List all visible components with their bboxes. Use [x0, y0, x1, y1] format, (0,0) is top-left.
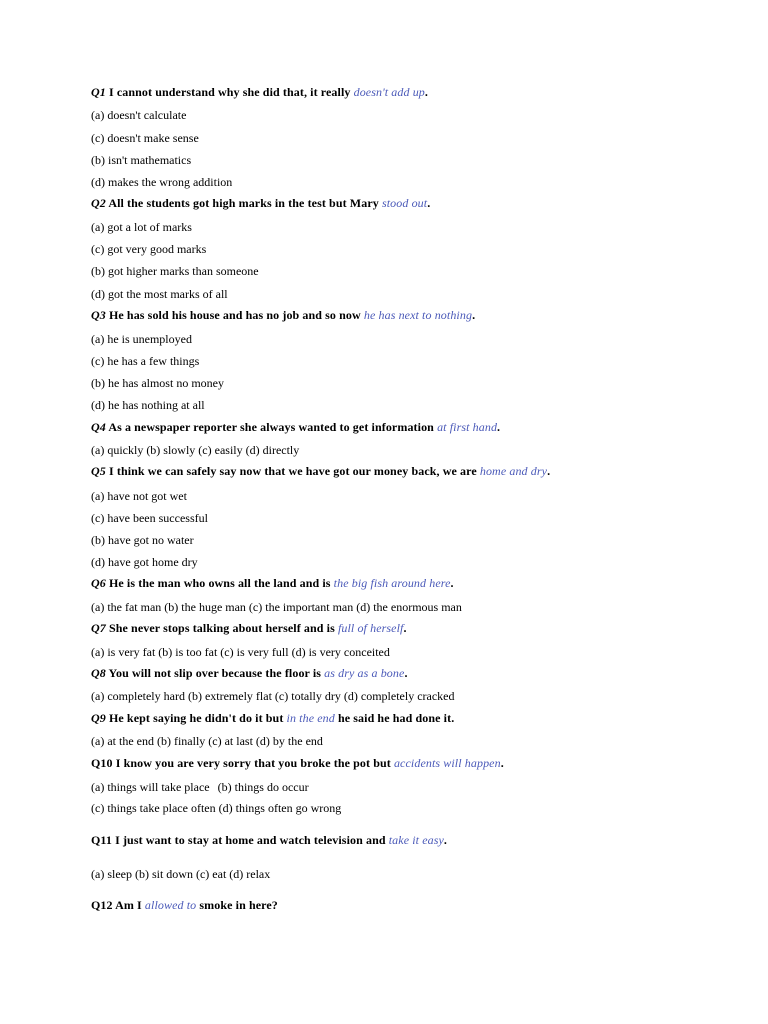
idiom-phrase: take it easy: [388, 833, 444, 847]
question-number: Q12: [91, 898, 113, 912]
question-text: As a newspaper reporter she always wanted to get information: [105, 420, 438, 434]
question-line: [91, 420, 500, 434]
question-line: [91, 621, 407, 635]
option-text: (c) he has a few things: [91, 354, 200, 368]
option-line: [91, 801, 341, 815]
option-line: [91, 867, 270, 881]
idiom-phrase: allowed to: [144, 898, 197, 912]
option-text: (a) have not got wet: [91, 489, 187, 503]
idiom-phrase: accidents will happen: [393, 756, 501, 770]
option-line: [91, 108, 186, 122]
option-text: (b) isn't mathematics: [91, 153, 192, 167]
option-line: [91, 287, 228, 301]
question-line: [91, 308, 475, 322]
question-line: [91, 711, 454, 725]
question-text: All the students got high marks in the test but Mary: [105, 196, 382, 210]
option-line: [91, 175, 232, 189]
option-text: (a) sleep (b) sit down (c) eat (d) relax: [91, 867, 271, 881]
idiom-phrase: full of herself: [337, 621, 404, 635]
option-text: (b) have got no water: [91, 533, 194, 547]
option-line: [91, 264, 259, 278]
idiom-phrase: as dry as a bone: [324, 666, 405, 680]
idiom-phrase: stood out: [381, 196, 428, 210]
option-line: [91, 220, 192, 234]
question-end: .: [450, 576, 454, 590]
option-text: (b) things do occur: [217, 780, 309, 794]
option-line: [91, 354, 199, 368]
question-number: Q4: [91, 420, 106, 434]
question-text: I think we can safely say now that we have got our money back, we are: [105, 464, 480, 478]
question-end: .: [500, 756, 504, 770]
option-text: (a) quickly (b) slowly (c) easily (d) directly: [91, 443, 300, 457]
question-number: Q5: [91, 464, 106, 478]
option-line: [91, 332, 192, 346]
idiom-phrase: at first hand: [437, 420, 498, 434]
question-line: [91, 576, 454, 590]
idiom-phrase: home and dry: [479, 464, 548, 478]
question-end: smoke in here?: [196, 898, 278, 912]
question-line: [91, 833, 447, 847]
question-line: [91, 898, 278, 912]
option-text: (a) got a lot of marks: [91, 220, 192, 234]
option-text: (c) have been successful: [91, 511, 208, 525]
option-text: (a) the fat man (b) the huge man (c) the important man (d) the enormous man: [91, 600, 462, 614]
option-text: (c) things take place often (d) things often go wrong: [91, 801, 342, 815]
option-line: [91, 533, 194, 547]
question-text: Am I: [112, 898, 145, 912]
question-end: .: [547, 464, 551, 478]
question-number: Q7: [91, 621, 106, 635]
question-end: .: [403, 621, 407, 635]
question-line: [91, 196, 430, 210]
option-text: (d) he has nothing at all: [91, 398, 205, 412]
option-line: [91, 780, 309, 794]
option-text: (a) he is unemployed: [91, 332, 192, 346]
option-text: (d) got the most marks of all: [91, 287, 228, 301]
option-text: (d) makes the wrong addition: [91, 175, 233, 189]
option-text: (a) doesn't calculate: [91, 108, 187, 122]
question-text: She never stops talking about herself and is: [105, 621, 338, 635]
question-text: I cannot understand why she did that, it really: [105, 85, 354, 99]
question-end: .: [424, 85, 428, 99]
question-end: .: [472, 308, 476, 322]
option-text: (c) doesn't make sense: [91, 131, 199, 145]
idiom-phrase: doesn't add up: [353, 85, 425, 99]
option-text: (b) he has almost no money: [91, 376, 224, 390]
option-line: [91, 645, 390, 659]
option-text: (d) have got home dry: [91, 555, 198, 569]
option-line: [91, 555, 198, 569]
question-end: .: [497, 420, 501, 434]
question-end: .: [404, 666, 408, 680]
option-line: [91, 600, 462, 614]
question-text: He has sold his house and has no job and so now: [105, 308, 364, 322]
option-line: [91, 376, 224, 390]
idiom-phrase: the big fish around here: [333, 576, 451, 590]
question-text: I know you are very sorry that you broke the pot but: [112, 756, 394, 770]
option-text: (c) got very good marks: [91, 242, 207, 256]
question-end: .: [427, 196, 431, 210]
option-line: [91, 443, 299, 457]
question-text: I just want to stay at home and watch television and: [111, 833, 389, 847]
question-line: [91, 756, 504, 770]
idiom-phrase: in the end: [286, 711, 335, 725]
option-text: (a) at the end (b) finally (c) at last (d) by the end: [91, 734, 323, 748]
question-number: Q3: [91, 308, 106, 322]
option-line: [91, 153, 191, 167]
question-number: Q8: [91, 666, 106, 680]
question-line: [91, 464, 550, 478]
question-end: .: [443, 833, 448, 847]
option-line: [91, 242, 206, 256]
question-text: He kept saying he didn't do it but: [105, 711, 287, 725]
question-text: He is the man who owns all the land and is: [105, 576, 334, 590]
option-line: [91, 689, 455, 703]
question-number: Q2: [91, 196, 106, 210]
option-text: (a) completely hard (b) extremely flat (c) totally dry (d) completely cracked: [91, 689, 455, 703]
option-line: [91, 131, 199, 145]
option-text: (b) got higher marks than someone: [91, 264, 259, 278]
question-number: Q9: [91, 711, 106, 725]
idiom-phrase: he has next to nothing: [363, 308, 473, 322]
option-line: [91, 398, 205, 412]
question-number: Q6: [91, 576, 106, 590]
option-text: (a) is very fat (b) is too fat (c) is very full (d) is very conceited: [91, 645, 390, 659]
option-line: [91, 489, 187, 503]
question-line: [91, 666, 408, 680]
option-text: (a) things will take place: [91, 780, 210, 794]
question-text: You will not slip over because the floor is: [105, 666, 325, 680]
question-number: Q1: [91, 85, 106, 99]
question-line: [91, 85, 428, 99]
question-number: Q10: [91, 756, 113, 770]
question-number: Q11: [91, 833, 112, 847]
option-line: [91, 734, 323, 748]
question-end: he said he had done it.: [334, 711, 455, 725]
option-line: [91, 511, 208, 525]
